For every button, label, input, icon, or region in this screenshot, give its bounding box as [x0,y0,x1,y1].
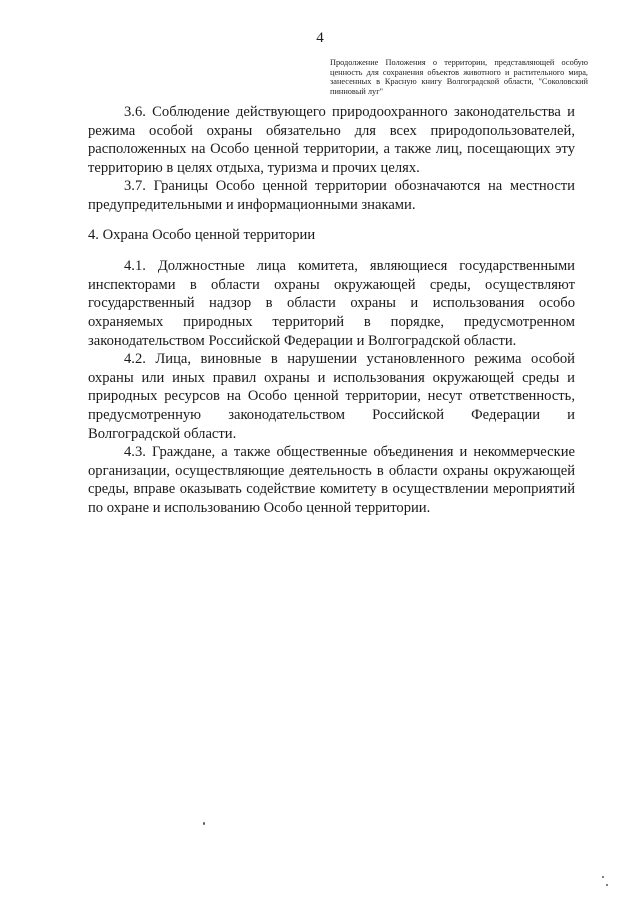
paragraph-4-1: 4.1. Должностные лица комитета, являющиеся государственными инспекторами в области охраны окружающей среды, осуществляют государственный надзор в области охраны и использования особо охраняемых природных территорий в порядке, предусмотренном законодательством Российской Федерации и Волгоградской области. [88,258,575,349]
section-title: 4. Охрана Особо ценной территории [88,226,316,243]
header-note: Продолжение Положения о территории, представляющей особую ценность для сохранения объектов животного и растительного мира, занесенных в Красную книгу Волгоградской области, "Соколовский пинновый луг" [330,58,588,96]
scan-speck [602,876,604,878]
paragraph-3-7: 3.7. Границы Особо ценной территории обозначаются на местности предупредительными и информационными знаками. [88,178,575,213]
page-number: 4 [316,30,324,46]
paragraph-4-3: 4.3. Граждане, а также общественные объединения и некоммерческие организации, осуществляющие деятельность в области охраны окружающей среды, вправе оказывать содействие комитету в осуществлении мероприятий по охране и использованию Особо ценной территории. [88,444,575,516]
document-body [88,103,575,517]
paragraph-4-2: 4.2. Лица, виновные в нарушении установленного режима особой охраны или иных правил охраны и использования окружающей среды и природных ресурсов на Особо ценной территории, несут ответственность, предусмотренную законодательством Российской Федерации и Волгоградской области. [88,351,575,442]
scan-speck [203,822,205,825]
scan-speck [606,884,608,886]
paragraph-3-6: 3.6. Соблюдение действующего природоохранного законодательства и режима особой охраны обязательно для всех природопользователей, расположенных на Особо ценной территории, а также лиц, посещающих эту территорию в целях отдыха, туризма и прочих целях. [88,104,575,176]
